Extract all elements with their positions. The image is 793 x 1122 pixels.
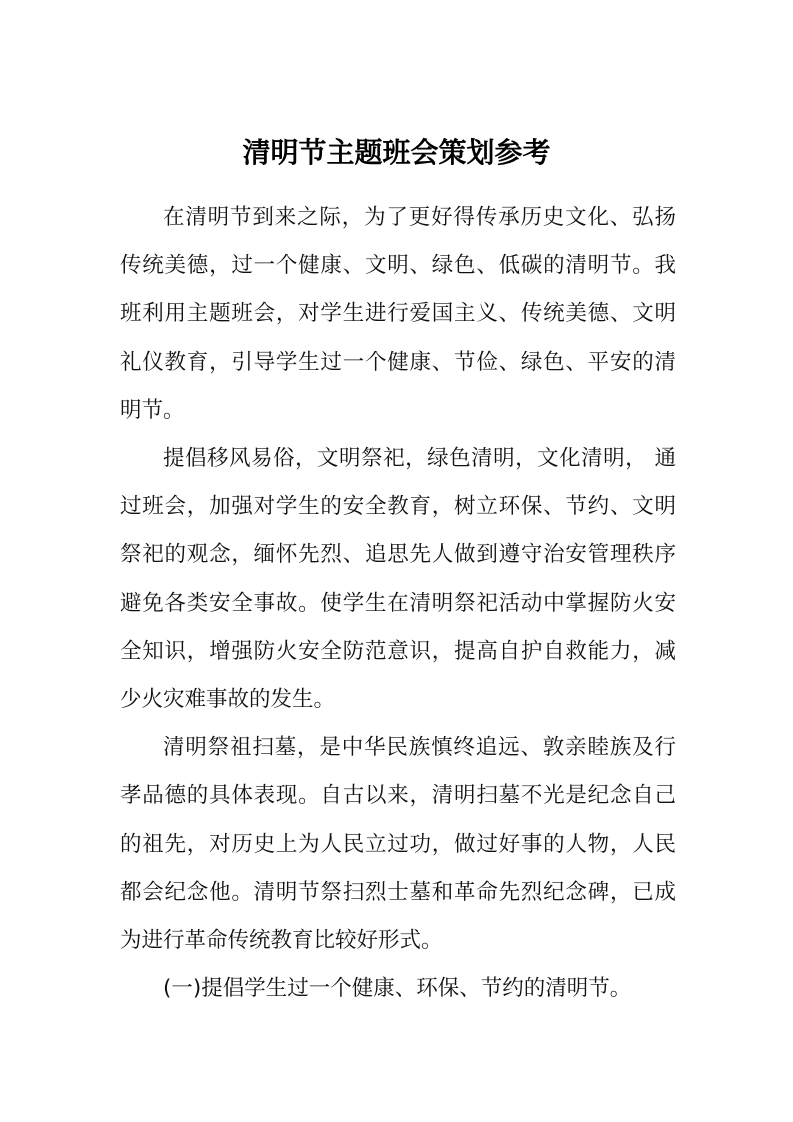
document-body [120,194,676,1013]
paragraph-intro: 在清明节到来之际，为了更好得传承历史文化、弘扬传统美德，过一个健康、文明、绿色、低碳的清明节。我班利用主题班会，对学生进行爱国主义、传统美德、文明礼仪教育，引导学生过一个健康、节俭、绿色、平安的清明节。 [120,205,676,423]
document-title: 清明节主题班会策划参考 [242,136,551,169]
section-heading-1: (一)提倡学生过一个健康、环保、节约的清明节。 [163,976,632,1002]
paragraph-safety: 提倡移风易俗，文明祭祀，绿色清明，文化清明， 通过班会，加强对学生的安全教育，树立环保、节约、文明祭祀的观念，缅怀先烈、追思先人做到遵守治安管理秩序避免各类安全事故。使学生在清明祭祀活动中掌握防火安全知识，增强防火安全防范意识，提高自护自救能力，减少火灾难事故的发生。 [120,446,676,713]
paragraph-tradition: 清明祭祖扫墓，是中华民族慎终追远、敦亲睦族及行孝品德的具体表现。自古以来，清明扫墓不光是纪念自己的祖先，对历史上为人民立过功，做过好事的人物，人民都会纪念他。清明节祭扫烈士墓和革命先烈纪念碑，已成为进行革命传统教育比较好形式。 [120,735,676,954]
